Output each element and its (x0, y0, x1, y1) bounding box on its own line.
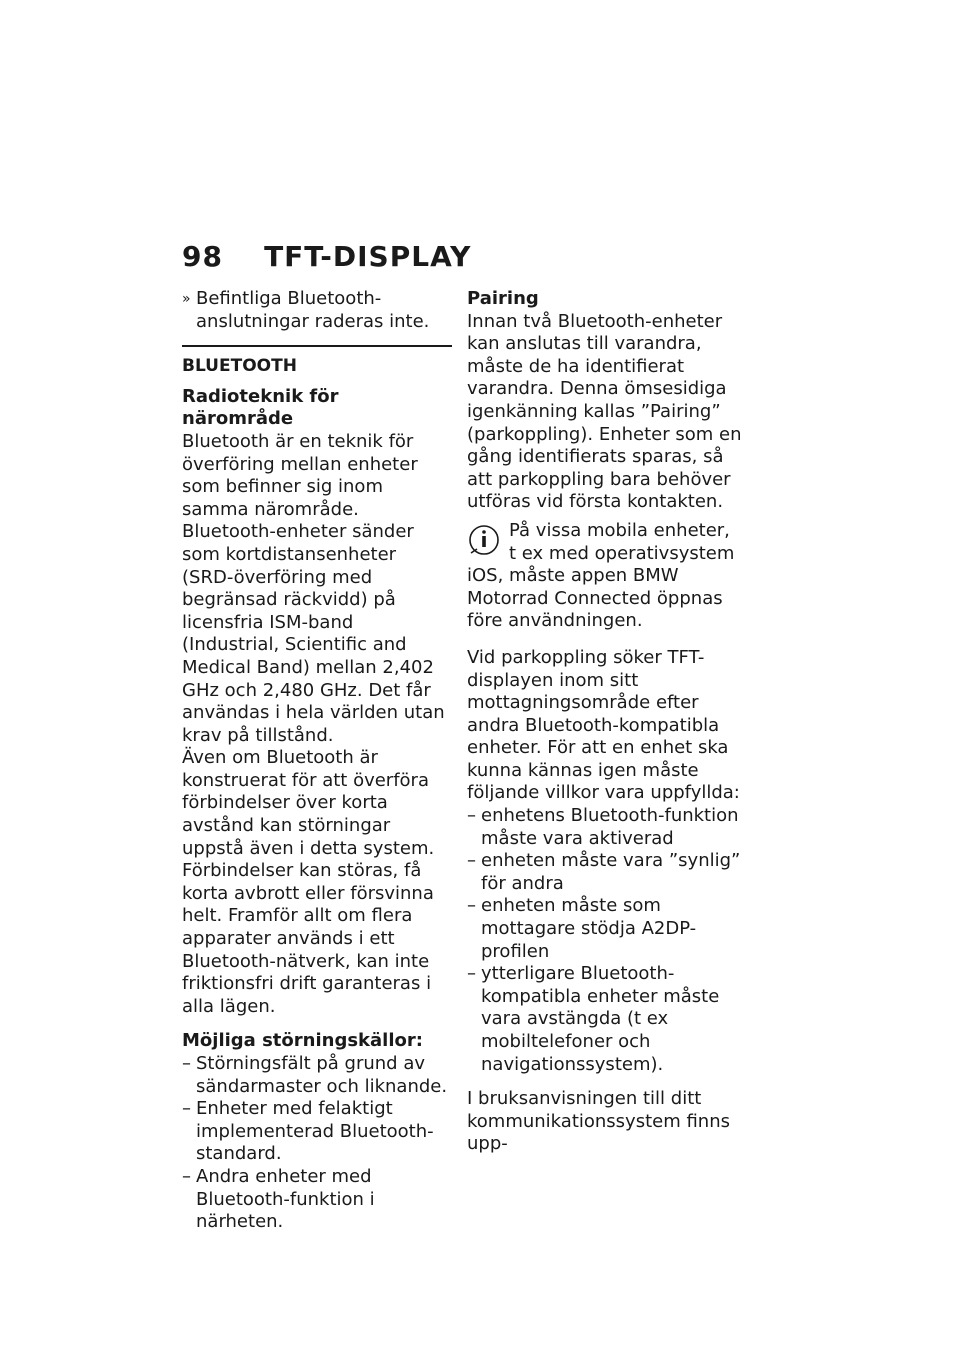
list-item-text: enheten måste som mottagare stödja A2DP-profilen (481, 895, 697, 962)
list-item (467, 850, 742, 895)
dash-marker: – (467, 850, 476, 872)
list-item (467, 895, 742, 963)
list-item (182, 1053, 452, 1098)
right-column (467, 288, 742, 1168)
list-item-text: Störningsfält på grund av sändarmaster och liknande. (196, 1053, 448, 1097)
list-item-text: Enheter med felaktigt implementerad Bluetooth-standard. (196, 1098, 434, 1165)
subheading-interference-sources: Möjliga störningskällor: (182, 1030, 423, 1052)
bullet-text: Befintliga Bluetooth-anslutningar raderas inte. (196, 288, 430, 332)
dash-marker: – (182, 1053, 191, 1074)
list-item (182, 1098, 452, 1166)
bullet-marker: » (182, 291, 191, 307)
subheading-radio-technology: Radioteknik för närområde (182, 385, 339, 430)
section-title-bluetooth: BLUETOOTH (182, 345, 452, 378)
subheading-pairing: Pairing (467, 288, 539, 309)
info-icon (467, 520, 501, 560)
result-bullet (182, 288, 452, 333)
dash-marker: – (182, 1098, 191, 1120)
chapter-title: TFT-DISPLAY (264, 240, 472, 273)
paragraph-bluetooth-intro: Bluetooth är en teknik för överföring mellan enheter som befinner sig inom samma närområde. Bluetooth-enheter sänder som kortdistansenheter (SRD-överföring med begränsad räckvidd) på licensfria ISM-band (Industrial, Scientific and Medical Band) mellan 2,402 GHz och 2,480 GHz. Det får användas i hela världen utan krav på tillstånd. (182, 430, 445, 746)
left-column (182, 288, 452, 1234)
list-item-text: enhetens Bluetooth-funktion måste vara aktiverad (481, 805, 739, 849)
page-number: 98 (182, 240, 223, 273)
dash-marker: – (182, 1165, 191, 1187)
dash-marker: – (467, 895, 476, 917)
list-item (182, 1166, 452, 1234)
list-item (467, 805, 742, 850)
list-item (467, 963, 742, 1076)
list-item-text: enheten måste vara ”synlig” för andra (481, 850, 741, 894)
paragraph-pairing-conditions: Vid parkoppling söker TFT-displayen inom sitt mottagningsområde efter andra Bluetooth-kompatibla enheter. För att en enhet ska kunna kännas igen måste följande villkor vara uppfyllda: (467, 646, 740, 804)
list-item-text: Andra enheter med Bluetooth-funktion i närheten. (196, 1165, 375, 1233)
dash-marker: – (467, 963, 476, 985)
page-header (182, 240, 471, 280)
paragraph-interference: Även om Bluetooth är konstruerat för att överföra förbindelser över korta avstånd kan störningar uppstå även i detta system. Förbindelser kan störas, få korta avbrott eller försvinna helt. Framför allt om flera apparater används i ett Bluetooth-nätverk, kan inte friktionsfri drift garanteras i alla lägen. (182, 747, 435, 1017)
list-item-text: ytterligare Bluetooth-kompatibla enheter måste vara avstängda (t ex mobiltelefoner och navigationssystem). (481, 963, 720, 1075)
paragraph-manual-reference: I bruksanvisningen till ditt kommunikationssystem finns upp- (467, 1088, 731, 1155)
info-note (467, 520, 742, 633)
dash-marker: – (467, 805, 476, 827)
note-text: På vissa mobila enheter, t ex med operativsystem iOS, måste appen BMW Motorrad Connected öppnas före användningen. (467, 519, 735, 632)
paragraph-pairing: Innan två Bluetooth-enheter kan anslutas till varandra, måste de ha identifierat varandra. Denna ömsesidiga igenkänning kallas ”Pairing” (parkoppling). Enheter som en gång identifierats sparas, så att parkoppling bara behöver utföras vid första kontakten. (467, 310, 742, 513)
